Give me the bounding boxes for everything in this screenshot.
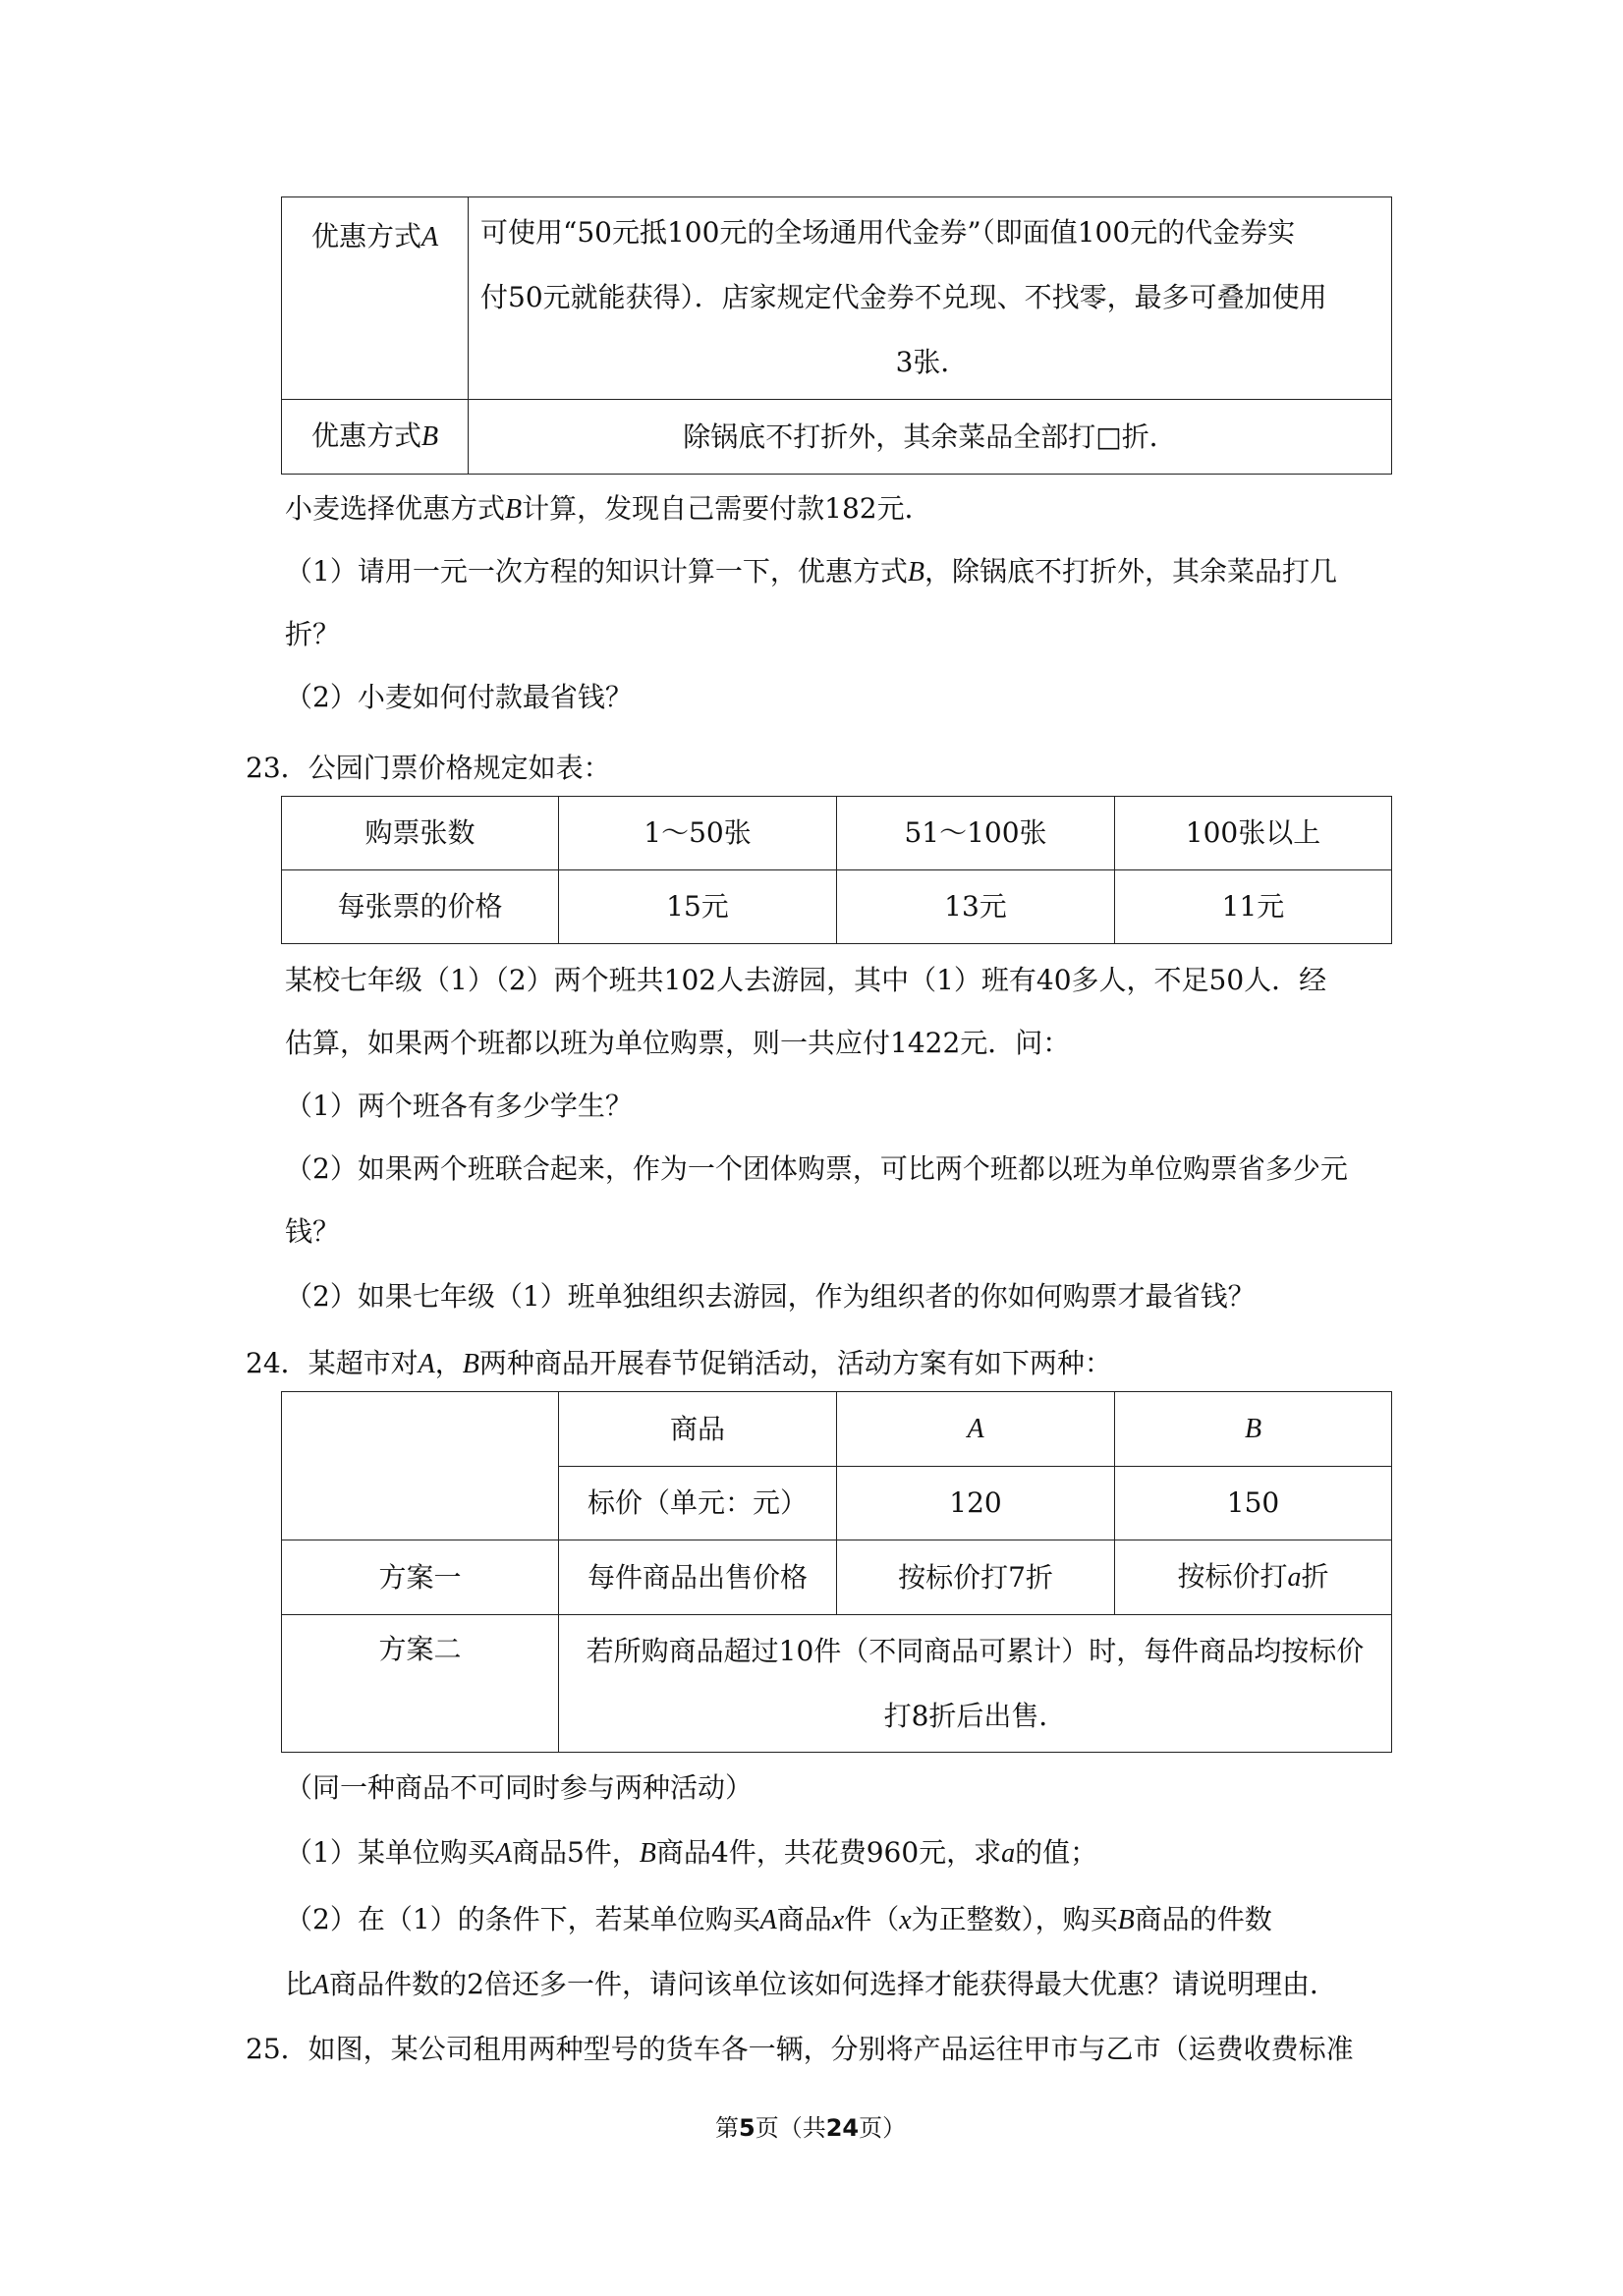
footer-text: 页） bbox=[859, 2114, 907, 2142]
table-cell bbox=[282, 197, 469, 400]
table-cell: 13元 bbox=[837, 870, 1115, 944]
text: 商品的件数 bbox=[1134, 1903, 1272, 1935]
table-cell: 除锅底不打折外，其余菜品全部打□折． bbox=[469, 400, 1392, 475]
table-row bbox=[282, 400, 1392, 475]
text: （1）某单位购买 bbox=[285, 1836, 495, 1869]
text: （1）请用一元一次方程的知识计算一下，优惠方式 bbox=[285, 555, 908, 588]
math-var: x bbox=[831, 1905, 845, 1935]
q25-line1: 25．如图，某公司租用两种型号的货车各一辆，分别将产品运往甲市与乙市（运费收费标准 bbox=[246, 2033, 1354, 2065]
math-var: A bbox=[967, 1414, 984, 1444]
q22-sub2: （2）小麦如何付款最省钱？ bbox=[285, 681, 633, 713]
table-cell: 标价（单元：元） bbox=[559, 1467, 837, 1540]
table-cell bbox=[1115, 1540, 1392, 1615]
text: 24．某超市对 bbox=[246, 1347, 419, 1379]
q23-para1: 某校七年级（1）（2）两个班共102人去游园，其中（1）班有40多人，不足50人．经 bbox=[285, 964, 1327, 996]
math-var: B bbox=[639, 1838, 656, 1869]
text: 商品 bbox=[776, 1903, 832, 1935]
table-cell bbox=[559, 1615, 1392, 1753]
q22-sub1-cont: 折？ bbox=[285, 618, 341, 650]
math-var: x bbox=[899, 1905, 912, 1935]
table-cell: 按标价打7折 bbox=[837, 1540, 1115, 1615]
table-cell: 每张票的价格 bbox=[282, 870, 559, 944]
text: 件（ bbox=[844, 1903, 900, 1935]
math-var: A bbox=[759, 1905, 777, 1935]
table-row bbox=[282, 1392, 1392, 1467]
q23-sub1: （1）两个班各有多少学生？ bbox=[285, 1090, 633, 1122]
footer-text: 第 bbox=[715, 2114, 739, 2142]
table-row bbox=[282, 797, 1392, 870]
math-var: a bbox=[1287, 1562, 1302, 1593]
cell-text: 若所购商品超过10件（不同商品可累计）时，每件商品均按标价 bbox=[586, 1634, 1365, 1667]
math-var: B bbox=[462, 1349, 479, 1379]
table-cell: 方案一 bbox=[282, 1540, 559, 1615]
table-cell: 15元 bbox=[559, 870, 837, 944]
text: 计算，发现自己需要付款182元． bbox=[522, 492, 932, 525]
q22-sub1 bbox=[285, 550, 1337, 589]
cell-text: 付50元就能获得）．店家规定代金券不兑现、不找零，最多可叠加使用 bbox=[480, 280, 1327, 313]
ticket-price-table bbox=[281, 796, 1392, 944]
math-var: A bbox=[312, 1970, 330, 2000]
math-var: A bbox=[494, 1838, 512, 1869]
q23-para2: 估算，如果两个班都以班为单位购票，则一共应付1422元．问： bbox=[285, 1027, 1071, 1059]
q24-title bbox=[246, 1342, 1112, 1381]
discount-table bbox=[281, 196, 1392, 475]
text: 商品5件， bbox=[511, 1836, 640, 1869]
table-cell bbox=[282, 400, 469, 475]
table-cell: 商品 bbox=[559, 1392, 837, 1467]
q23-sub3: （2）如果七年级（1）班单独组织去游园，作为组织者的你如何购票才最省钱？ bbox=[285, 1280, 1256, 1313]
table-row bbox=[282, 1615, 1392, 1753]
text: 的值； bbox=[1015, 1836, 1098, 1869]
math-var: A bbox=[418, 1349, 435, 1379]
cell-text: 可使用“50元抵100元的全场通用代金券”（即面值100元的代金券实 bbox=[480, 215, 1296, 249]
math-var: B bbox=[505, 494, 523, 525]
table-cell: 11元 bbox=[1115, 870, 1392, 944]
q23-sub2: （2）如果两个班联合起来，作为一个团体购票，可比两个班都以班为单位购票省多少元 bbox=[285, 1152, 1348, 1185]
footer-text: 页（共 bbox=[755, 2114, 826, 2142]
cell-text: 优惠方式 bbox=[310, 220, 421, 252]
cell-text: 优惠方式 bbox=[310, 420, 421, 452]
cell-text: 打8折后出售． bbox=[883, 1699, 1067, 1732]
table-cell: 1～50张 bbox=[559, 797, 837, 870]
q22-line1 bbox=[285, 487, 932, 527]
text: ，除锅底不打折外，其余菜品打几 bbox=[923, 555, 1337, 588]
text: 为正整数），购买 bbox=[911, 1903, 1118, 1935]
math-var: A bbox=[420, 222, 439, 252]
table-cell bbox=[837, 1392, 1115, 1467]
text: ， bbox=[434, 1347, 463, 1379]
math-var: a bbox=[1001, 1838, 1016, 1869]
cell-text: 3张． bbox=[895, 345, 969, 378]
math-var: B bbox=[907, 557, 924, 588]
page-footer bbox=[715, 2108, 906, 2143]
table-cell: 购票张数 bbox=[282, 797, 559, 870]
text: 商品4件，共花费960元，求 bbox=[655, 1836, 1002, 1869]
total-pages: 24 bbox=[825, 2114, 860, 2142]
promotion-table bbox=[281, 1391, 1392, 1753]
table-row bbox=[282, 1540, 1392, 1615]
q23-title: 23．公园门票价格规定如表： bbox=[246, 752, 611, 784]
table-cell bbox=[1115, 1392, 1392, 1467]
text: （2）在（1）的条件下，若某单位购买 bbox=[285, 1903, 760, 1935]
math-var: B bbox=[1244, 1414, 1262, 1444]
text: 商品件数的2倍还多一件，请问该单位该如何选择才能获得最大优惠？请说明理由． bbox=[329, 1968, 1337, 2000]
math-var: B bbox=[420, 421, 439, 452]
table-cell: 每件商品出售价格 bbox=[559, 1540, 837, 1615]
cell-text: 折 bbox=[1301, 1560, 1329, 1593]
page-number: 5 bbox=[739, 2114, 756, 2142]
table-cell: 150 bbox=[1115, 1467, 1392, 1540]
table-row bbox=[282, 197, 1392, 400]
text: 两种商品开展春节促销活动，活动方案有如下两种： bbox=[478, 1347, 1112, 1379]
q23-sub2-cont: 钱？ bbox=[285, 1215, 341, 1248]
table-row bbox=[282, 870, 1392, 944]
q24-sub1 bbox=[285, 1831, 1097, 1871]
table-cell bbox=[282, 1392, 559, 1540]
table-cell: 方案二 bbox=[282, 1615, 559, 1753]
table-cell: 100张以上 bbox=[1115, 797, 1392, 870]
math-var: B bbox=[1117, 1905, 1135, 1935]
table-cell: 51～100张 bbox=[837, 797, 1115, 870]
q24-sub2 bbox=[285, 1898, 1272, 1937]
q24-sub2-cont bbox=[285, 1963, 1337, 2002]
text: 比 bbox=[285, 1968, 313, 2000]
table-cell: 120 bbox=[837, 1467, 1115, 1540]
cell-text: 按标价打 bbox=[1177, 1560, 1288, 1593]
table-cell bbox=[469, 197, 1392, 400]
text: 小麦选择优惠方式 bbox=[285, 492, 506, 525]
q24-note: （同一种商品不可同时参与两种活动） bbox=[285, 1771, 754, 1804]
